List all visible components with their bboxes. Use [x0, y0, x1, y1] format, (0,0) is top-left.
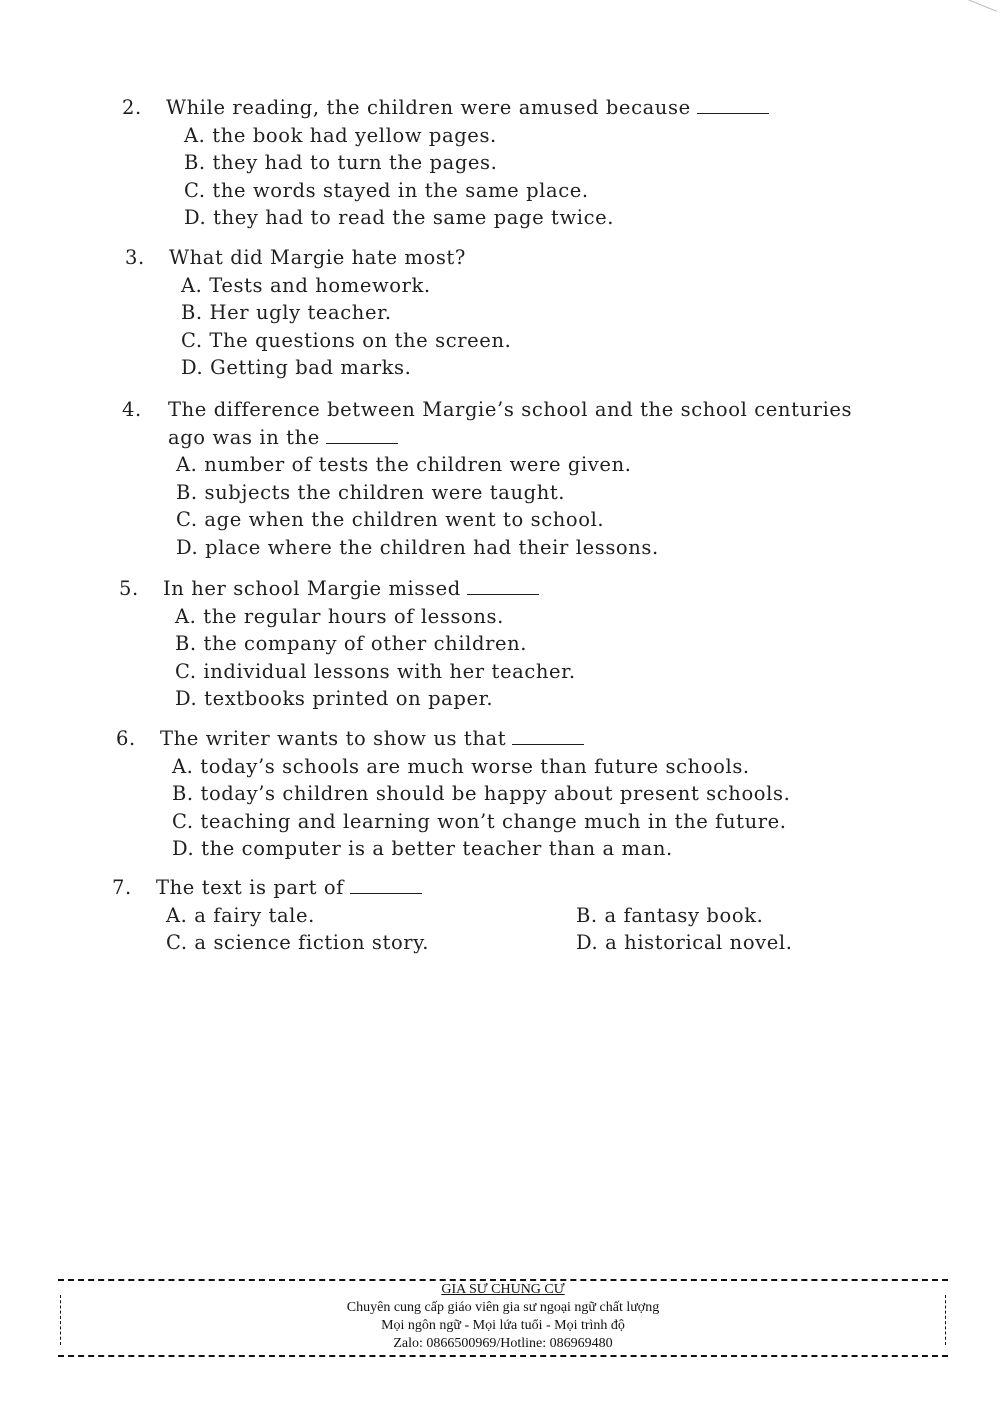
- question-3: [125, 244, 511, 382]
- option-b: B. subjects the children were taught.: [176, 480, 566, 504]
- question-stem: [122, 94, 769, 122]
- question-stem: [116, 725, 790, 753]
- option-d: D. textbooks printed on paper.: [175, 687, 494, 710]
- question-5: [119, 575, 576, 713]
- option-c: C. age when the children went to school.: [176, 508, 605, 531]
- option-c: C. a science fiction story.: [166, 931, 430, 954]
- question-7: [112, 874, 936, 957]
- option-d: D. the computer is a better teacher than a man.: [172, 837, 673, 860]
- answer-blank: [512, 730, 584, 745]
- option-d: D. they had to read the same page twice.: [184, 206, 615, 229]
- question-stem: [125, 244, 511, 272]
- answer-blank: [697, 99, 769, 114]
- option-b: B. a fantasy book.: [576, 903, 764, 927]
- question-text-continued: ago was in the: [168, 425, 320, 449]
- option-b: B. they had to turn the pages.: [184, 151, 498, 174]
- option-a: A. today’s schools are much worse than future schools.: [172, 754, 750, 778]
- footer-border-right: [945, 1295, 946, 1345]
- option-b: B. today’s children should be happy about present schools.: [172, 782, 791, 805]
- footer-border-bottom: [58, 1355, 948, 1357]
- footer-line-1: Chuyên cung cấp giáo viên gia sư ngoại ngữ chất lượng: [346, 1300, 660, 1315]
- question-number: 2.: [122, 96, 142, 119]
- question-stem: [122, 396, 852, 424]
- option-d: D. a historical novel.: [576, 931, 793, 954]
- question-text: What did Margie hate most?: [169, 246, 466, 269]
- option-c: C. The questions on the screen.: [181, 328, 512, 352]
- option-d: D. place where the children had their lessons.: [176, 535, 659, 559]
- question-stem-continued: [122, 424, 852, 452]
- footer-banner: [58, 1277, 948, 1357]
- question-text: The text is part of: [156, 876, 344, 899]
- corner-mark: [960, 0, 1000, 18]
- footer-title: GIA SƯ CHUNG CƯ: [441, 1282, 565, 1297]
- question-text: The writer wants to show us that: [160, 727, 507, 750]
- option-c: C. teaching and learning won’t change much in the future.: [172, 809, 787, 833]
- question-number: 6.: [116, 727, 136, 750]
- option-a: A. the book had yellow pages.: [184, 123, 497, 147]
- option-a: A. Tests and homework.: [181, 273, 431, 297]
- question-number: 7.: [112, 876, 132, 899]
- footer-line-2: Mọi ngôn ngữ - Mọi lứa tuổi - Mọi trình độ: [381, 1318, 625, 1333]
- option-c: C. individual lessons with her teacher.: [175, 659, 576, 683]
- footer-line-3: Zalo: 0866500969/Hotline: 086969480: [393, 1336, 613, 1351]
- question-number: 3.: [125, 246, 145, 269]
- option-d: D. Getting bad marks.: [181, 356, 412, 379]
- question-number: 5.: [119, 577, 139, 600]
- question-stem: [112, 874, 936, 902]
- question-text: While reading, the children were amused because: [166, 96, 691, 119]
- option-b: B. Her ugly teacher.: [181, 301, 392, 324]
- option-a: A. a fairy tale.: [166, 903, 315, 927]
- question-6: [116, 725, 790, 863]
- options-row-2: [112, 929, 936, 957]
- question-stem: [119, 575, 576, 603]
- answer-blank: [326, 429, 398, 444]
- answer-blank: [467, 580, 539, 595]
- option-a: A. the regular hours of lessons.: [175, 604, 504, 628]
- answer-blank: [350, 879, 422, 894]
- question-4: [122, 396, 852, 561]
- question-text: The difference between Margie’s school and the school centuries: [168, 398, 853, 421]
- option-c: C. the words stayed in the same place.: [184, 178, 589, 202]
- question-2: [122, 94, 769, 232]
- footer-border-top: [58, 1279, 948, 1281]
- question-text: In her school Margie missed: [163, 577, 461, 600]
- question-number: 4.: [122, 398, 142, 421]
- footer-border-left: [60, 1295, 61, 1345]
- option-b: B. the company of other children.: [175, 632, 528, 655]
- options-row-1: [112, 902, 936, 930]
- option-a: A. number of tests the children were given.: [176, 453, 632, 476]
